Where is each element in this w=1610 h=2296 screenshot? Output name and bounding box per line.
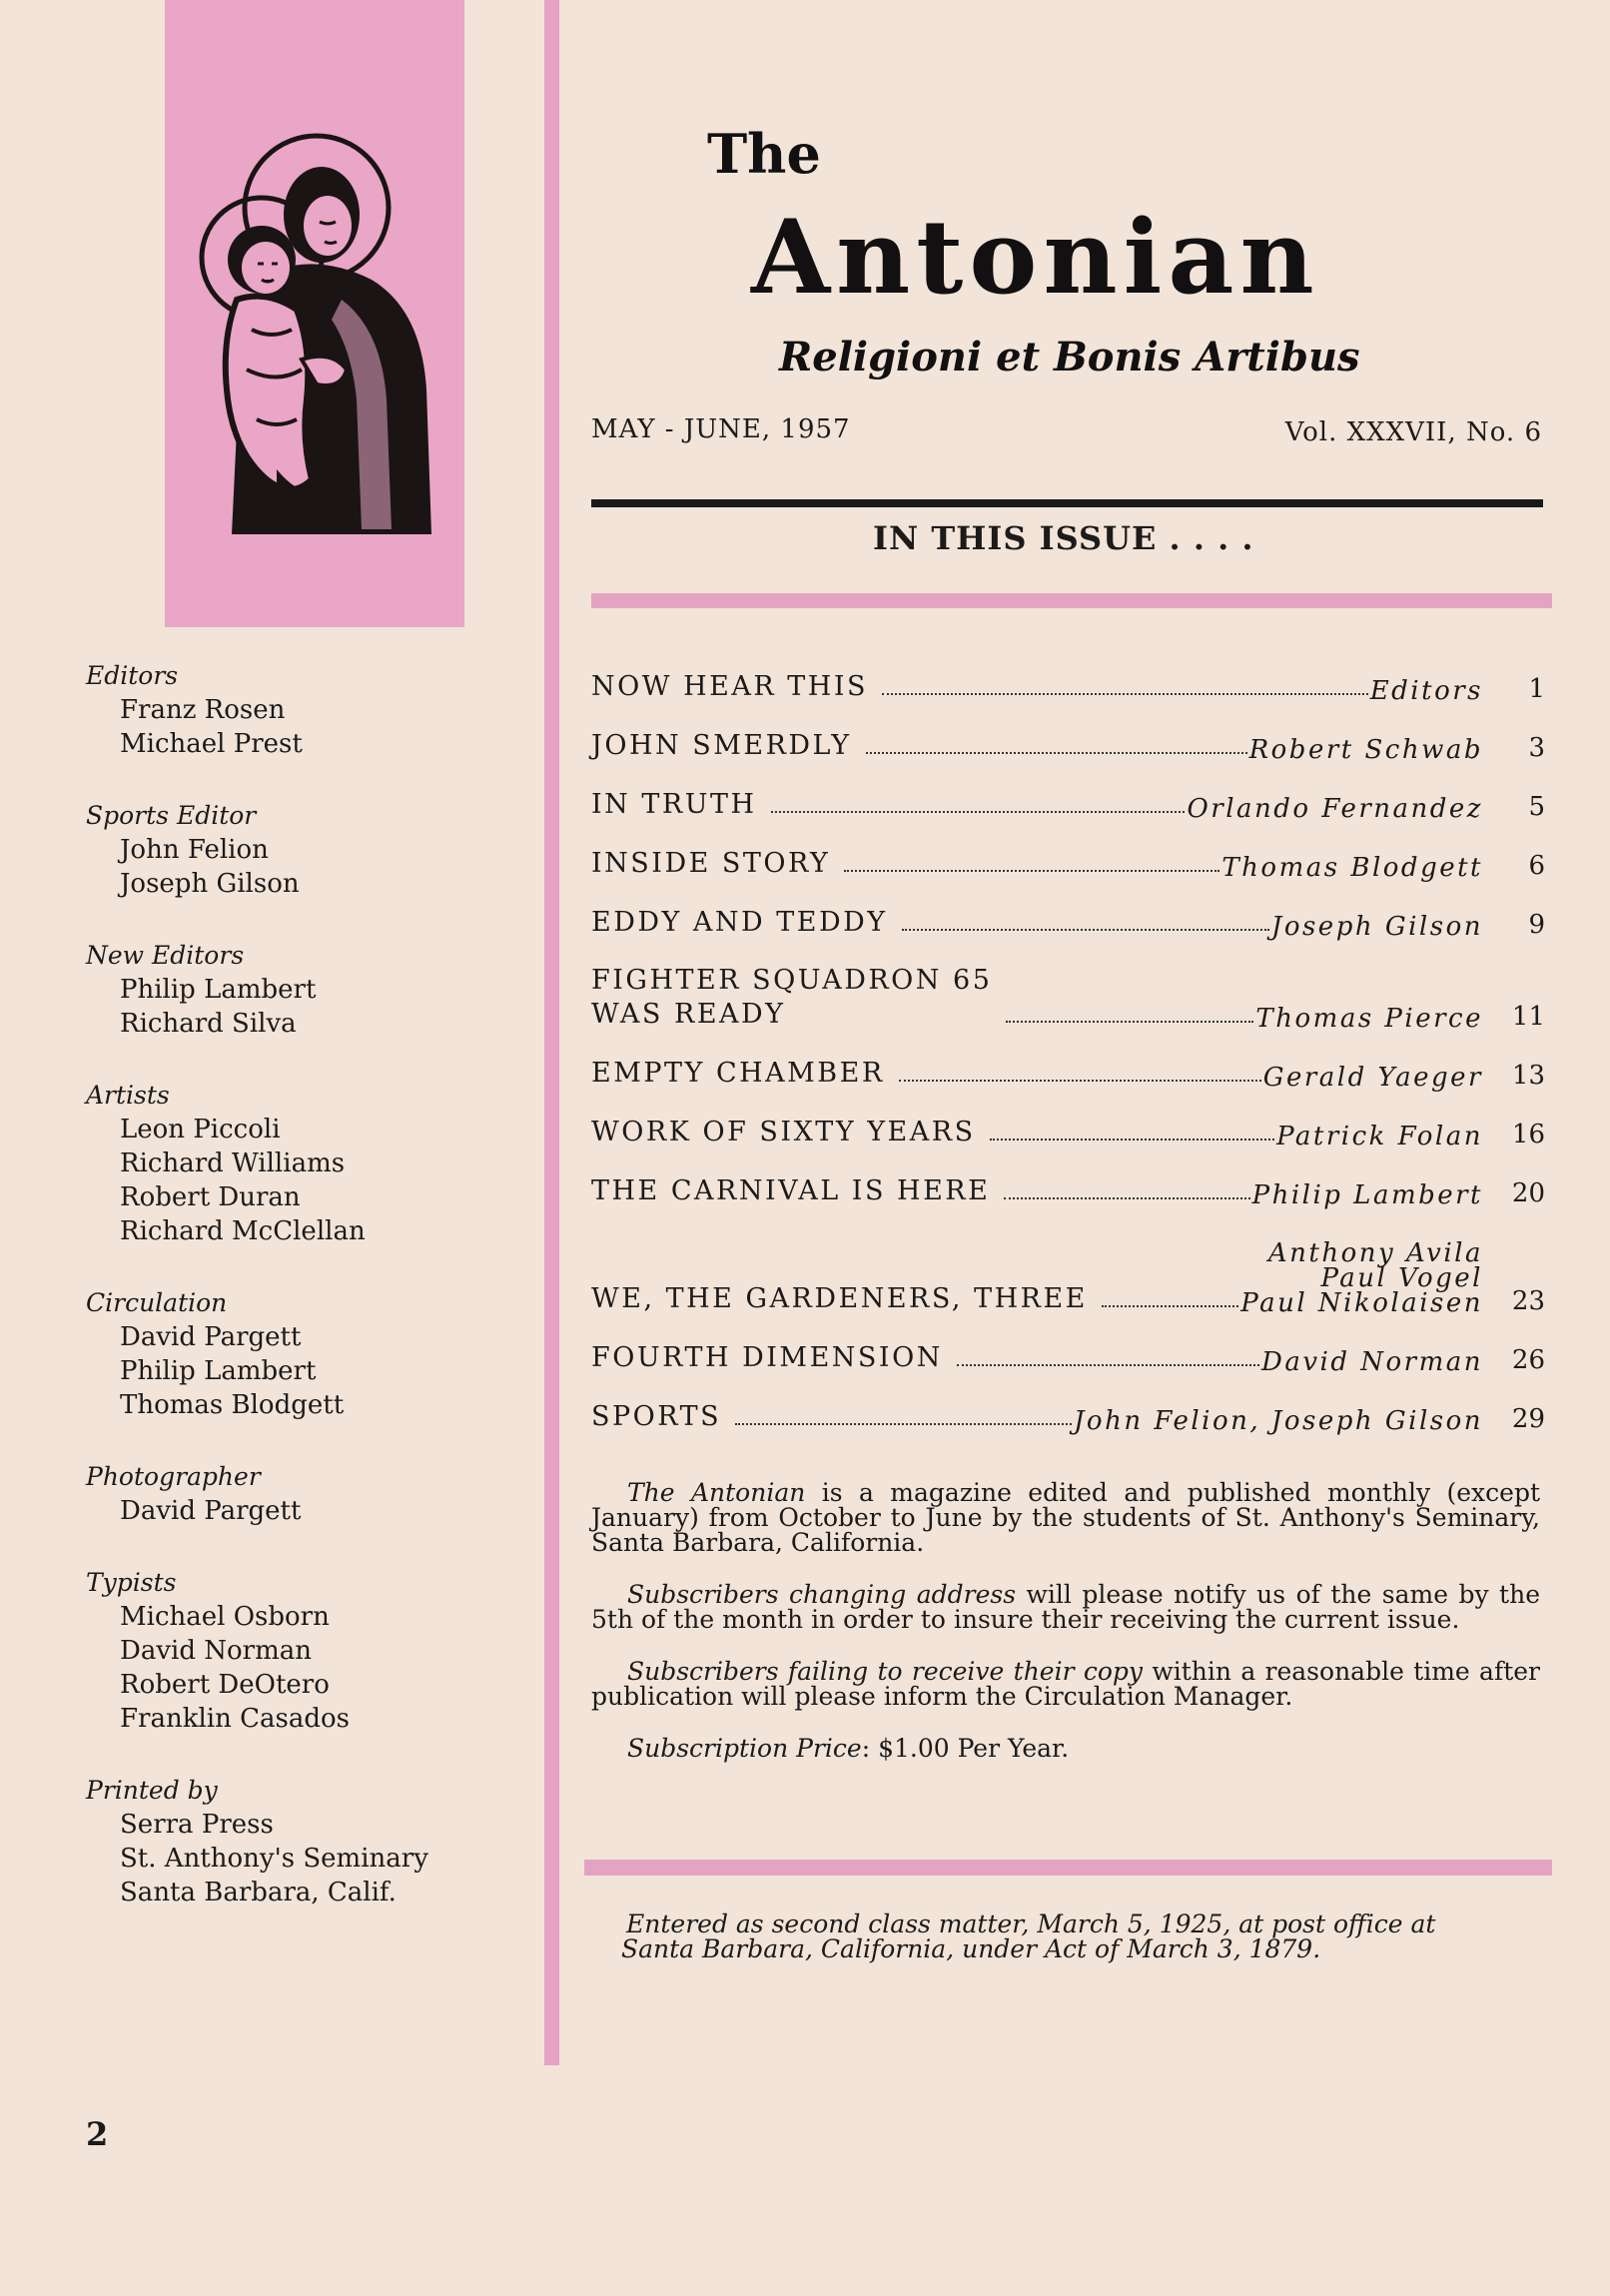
toc-row	[591, 1375, 1545, 1434]
toc-row	[591, 763, 1545, 822]
toc-author: Editors	[1369, 676, 1483, 706]
toc-leader-dots	[1102, 1305, 1238, 1307]
toc-leader-dots	[1006, 1021, 1253, 1023]
staff-name: Michael Prest	[120, 729, 303, 759]
toc-author: Thomas Blodgett	[1221, 853, 1483, 883]
staff-name: Leon Piccoli	[120, 1115, 281, 1145]
staff-role: Typists	[86, 1568, 177, 1597]
toc-author: Philip Lambert	[1251, 1180, 1483, 1210]
toc-title: THE CARNIVAL IS HERE	[591, 1175, 991, 1206]
toc-page: 26	[1511, 1345, 1545, 1375]
toc-title: FIGHTER SQUADRON 65 WAS READY	[591, 965, 993, 1030]
toc-leader-dots	[990, 1139, 1274, 1141]
black-rule	[591, 499, 1543, 507]
postal-entry-text: Entered as second class matter, March 5, 1925, at post office at Santa Barbara, California, under Act of March 3, 1879.	[621, 1910, 1436, 1963]
about-italic: The Antonian	[627, 1478, 806, 1507]
toc-title: WORK OF SIXTY YEARS	[591, 1117, 976, 1148]
about-text: : $1.00 Per Year.	[861, 1734, 1070, 1763]
volume-number: Vol. XXXVII, No. 6	[1284, 417, 1542, 447]
about-text: within a reasonable time after publication will please inform the Circulation Manager.	[591, 1657, 1540, 1711]
about-text: will please notify us of the same by the 5th of the month in order to insure their receiving the current issue.	[591, 1580, 1540, 1634]
toc-page: 6	[1528, 851, 1545, 881]
in-this-issue-heading: IN THIS ISSUE . . . .	[873, 519, 1254, 557]
about-paragraph	[591, 1582, 1540, 1632]
staff-name: Santa Barbara, Calif.	[120, 1878, 397, 1908]
toc-author: Gerald Yaeger	[1262, 1063, 1483, 1093]
toc-row	[591, 645, 1545, 704]
toc-leader-dots	[902, 929, 1269, 931]
toc-row	[591, 1149, 1545, 1208]
staff-role: Printed by	[86, 1776, 218, 1805]
toc-row	[591, 1208, 1545, 1316]
about-paragraph	[591, 1659, 1540, 1709]
staff-name: Robert Duran	[120, 1182, 301, 1212]
toc-row	[591, 1091, 1545, 1149]
toc-leader-dots	[899, 1080, 1261, 1082]
toc-author: Robert Schwab	[1248, 735, 1483, 765]
toc-author: David Norman	[1261, 1347, 1483, 1377]
toc-title: EDDY AND TEDDY	[591, 907, 888, 938]
toc-row	[591, 1316, 1545, 1375]
pink-rule-bottom	[584, 1860, 1552, 1876]
toc-title: INSIDE STORY	[591, 848, 831, 879]
toc-title: WE, THE GARDENERS, THREE	[591, 1283, 1088, 1314]
staff-name: Philip Lambert	[120, 1356, 317, 1386]
staff-role: Sports Editor	[86, 801, 257, 830]
toc-row	[591, 940, 1545, 1032]
toc-author: Patrick Folan	[1276, 1122, 1483, 1151]
staff-role: Editors	[86, 661, 179, 690]
toc-leader-dots	[771, 811, 1186, 813]
postal-entry-note	[621, 1912, 1510, 1961]
staff-role: New Editors	[86, 941, 245, 970]
about-italic: Subscribers changing address	[627, 1580, 1017, 1609]
toc-row	[591, 704, 1545, 763]
toc-row	[591, 881, 1545, 940]
toc-page: 16	[1511, 1120, 1545, 1149]
about-magazine	[591, 1480, 1540, 1788]
toc-author: John Felion, Joseph Gilson	[1074, 1406, 1483, 1436]
toc-leader-dots	[957, 1364, 1259, 1366]
staff-name: Franklin Casados	[120, 1704, 350, 1734]
toc-page: 9	[1528, 910, 1545, 940]
about-italic: Subscribers failing to receive their copy	[627, 1657, 1144, 1686]
staff-name: David Pargett	[120, 1496, 302, 1526]
about-paragraph	[591, 1736, 1540, 1761]
saint-anthony-with-child-icon	[182, 130, 439, 541]
motto: Religioni et Bonis Artibus	[779, 334, 1360, 381]
staff-name: Richard Silva	[120, 1009, 297, 1039]
staff-name: Thomas Blodgett	[120, 1390, 345, 1420]
toc-page: 13	[1511, 1061, 1545, 1091]
staff-name: Serra Press	[120, 1810, 274, 1840]
about-paragraph	[591, 1480, 1540, 1555]
pink-rule-top	[591, 593, 1552, 608]
masthead-title: Antonian	[751, 198, 1320, 318]
staff-name: John Felion	[120, 835, 269, 865]
toc-page: 23	[1511, 1286, 1545, 1316]
toc-leader-dots	[844, 870, 1219, 872]
toc-title: EMPTY CHAMBER	[591, 1058, 885, 1089]
issue-date: MAY - JUNE, 1957	[591, 414, 851, 444]
staff-name: Richard McClellan	[120, 1216, 366, 1246]
toc-author: Joseph Gilson	[1270, 912, 1483, 942]
staff-name: Joseph Gilson	[120, 869, 300, 899]
staff-name: St. Anthony's Seminary	[120, 1844, 428, 1874]
staff-name: David Pargett	[120, 1322, 302, 1352]
toc-author: Orlando Fernandez	[1187, 794, 1483, 824]
toc-leader-dots	[735, 1423, 1072, 1425]
staff-masthead	[86, 659, 485, 1910]
toc-leader-dots	[866, 752, 1247, 754]
toc-title: JOHN SMERDLY	[591, 730, 852, 761]
staff-name: Philip Lambert	[120, 975, 317, 1005]
about-text: is a magazine edited and published monthly (except January) from October to June by the students of St. Anthony's Seminary, Santa Barbara, California.	[591, 1478, 1541, 1557]
staff-name: Richard Williams	[120, 1148, 346, 1178]
toc-author: Anthony Avila Paul Vogel Paul Nikolaisen	[1240, 1238, 1483, 1318]
staff-role: Photographer	[86, 1462, 261, 1491]
toc-page: 1	[1528, 674, 1545, 704]
toc-page: 11	[1511, 1002, 1545, 1032]
toc-author: Thomas Pierce	[1255, 1004, 1483, 1034]
toc-title: FOURTH DIMENSION	[591, 1342, 943, 1373]
staff-name: Michael Osborn	[120, 1602, 330, 1632]
toc-title: NOW HEAR THIS	[591, 671, 868, 702]
toc-page: 29	[1511, 1404, 1545, 1434]
staff-name: Franz Rosen	[120, 695, 286, 725]
toc-leader-dots	[882, 693, 1368, 695]
staff-role: Circulation	[86, 1288, 228, 1317]
toc-row	[591, 822, 1545, 881]
toc-title: SPORTS	[591, 1401, 722, 1432]
vertical-pink-rule	[544, 0, 559, 2065]
about-italic: Subscription Price	[627, 1734, 862, 1763]
toc-page: 20	[1511, 1178, 1545, 1208]
masthead-the: The	[707, 122, 821, 186]
staff-role: Artists	[86, 1081, 170, 1110]
table-of-contents	[591, 645, 1545, 1434]
toc-page: 3	[1528, 733, 1545, 763]
toc-row	[591, 1032, 1545, 1091]
staff-name: David Norman	[120, 1636, 312, 1666]
toc-page: 5	[1528, 792, 1545, 822]
staff-name: Robert DeOtero	[120, 1670, 330, 1700]
toc-leader-dots	[1004, 1197, 1249, 1199]
page-number: 2	[86, 2115, 109, 2153]
toc-title: IN TRUTH	[591, 789, 757, 820]
